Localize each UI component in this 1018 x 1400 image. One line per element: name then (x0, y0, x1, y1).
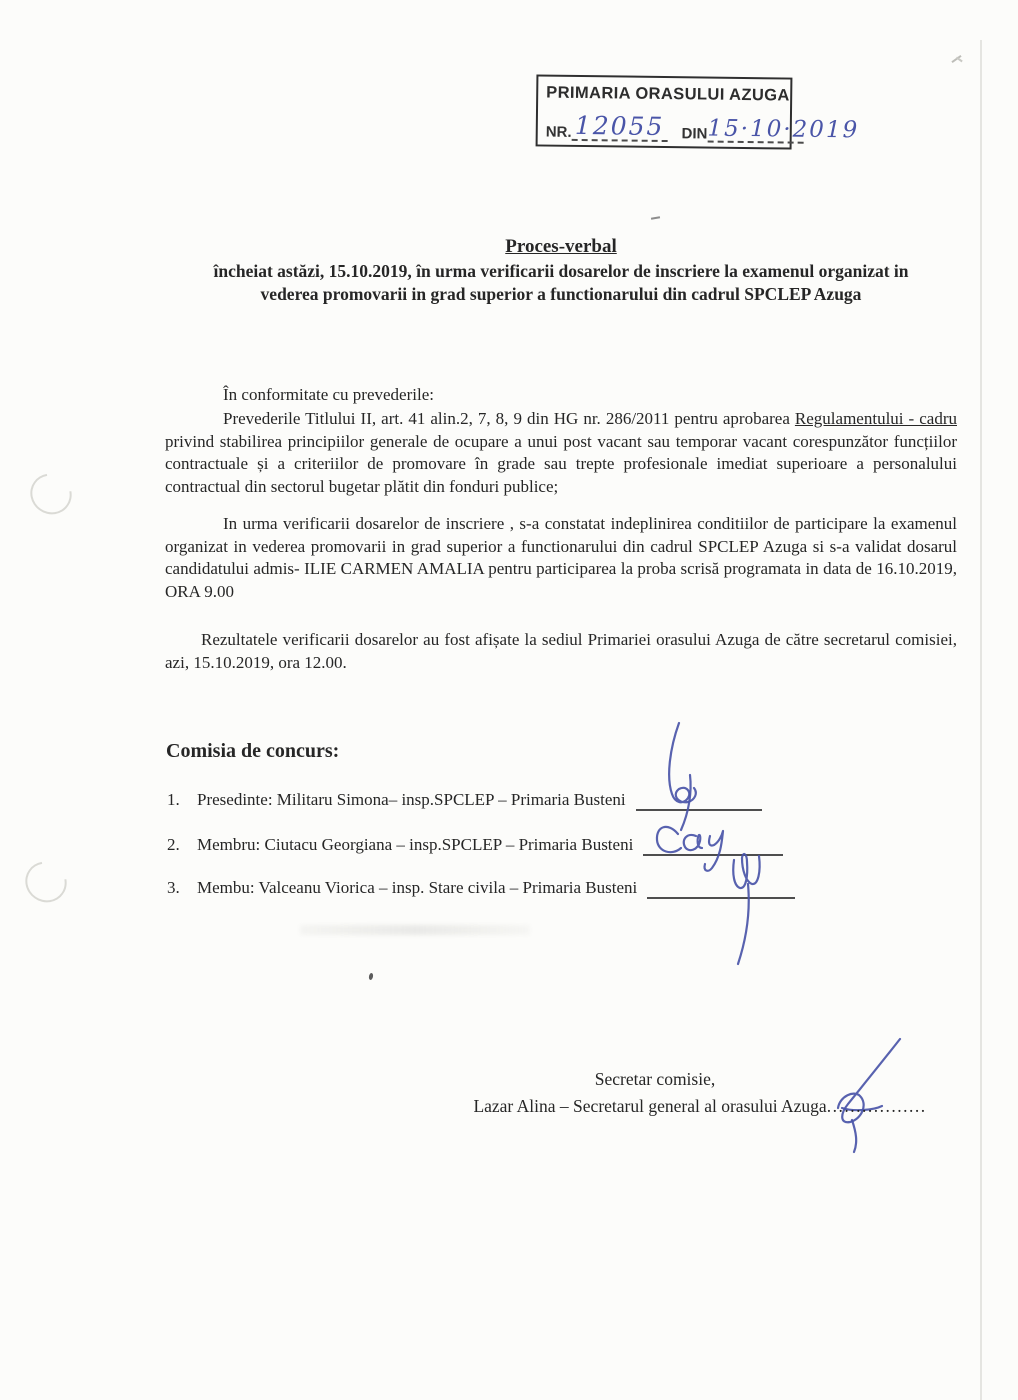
scan-artifact-ink-dot (368, 973, 373, 981)
registration-stamp (536, 74, 860, 149)
stamp-organization: PRIMARIA ORASULUI AZUGA (546, 83, 790, 105)
document-subtitle-line1: încheiat astăzi, 15.10.2019, în urma verificarii dosarelor de inscriere la examenul organizat in (213, 261, 909, 281)
scan-artifact-page-edge (980, 40, 982, 1400)
member2-signature-ink (704, 846, 794, 978)
commission-member-text: Presedinte: Militaru Simona– insp.SPCLEP – Primaria Busteni (197, 790, 626, 809)
president-signature-ink (628, 720, 738, 834)
commission-heading: Comisia de concurs: (166, 740, 340, 762)
scan-artifact-binder-mark (17, 854, 74, 911)
commission-member-text: Membru: Ciutacu Georgiana – insp.SPCLEP – Primaria Busteni (197, 835, 634, 854)
dotted-signature-line: ................. (826, 1096, 927, 1116)
list-number: 2. (167, 835, 180, 854)
scan-artifact-corner-mark (951, 55, 961, 63)
paragraph-conformity-intro: În conformitate cu prevederile: (223, 385, 434, 404)
signature-line (647, 877, 795, 899)
signature-line (643, 834, 783, 856)
commission-member-row (167, 789, 762, 811)
secretary-role: Secretar comisie, (594, 1069, 716, 1089)
stamp-nr-label: NR. (545, 123, 572, 141)
commission-member-row (167, 877, 795, 899)
document-subtitle-line2: vederea promovarii in grad superior a functionarului din cadrul SPCLEP Azuga (260, 284, 862, 304)
list-number: 3. (167, 878, 180, 897)
paragraph-legal-basis (165, 408, 957, 498)
commission-member-row (167, 834, 783, 856)
legal-basis-text-continued: privind stabilirea principiilor generale de ocupare a unui post vacant sau temporar vacant corespunzător funcțiilor contractuale și a criteriilor de promovare în grade sau trepte profesionale imediat superioare a personalului contractual din sectorul bugetar plătit din fonduri publice; (165, 431, 957, 496)
secretary-name: Lazar Alina – Secretarul general al orasului Azuga (473, 1096, 827, 1116)
paragraph-verification-result: In urma verificarii dosarelor de inscriere , s-a constatat indeplinirea conditiilor de participare la examenul organizat in vederea promovarii in grad superior a functionarului din cadrul SPCLEP Azuga si s-a validat dosarul candidatului admis- ILIE CARMEN AMALIA pentru participarea la proba scrisă programata in data de 16.10.2019, ORA 9.00 (165, 514, 957, 601)
stamp-date-handwritten-value: 15·10·2019 (707, 115, 860, 144)
scan-artifact-binder-mark (22, 466, 79, 523)
commission-member-text: Membu: Valceanu Viorica – insp. Stare civila – Primaria Busteni (197, 878, 638, 897)
title-block (165, 236, 957, 306)
secretary-block (420, 1066, 980, 1120)
document-title: Proces-verbal (505, 236, 617, 257)
legal-basis-underlined-reference: Regulamentului - cadru (794, 409, 957, 428)
scan-artifact-smudge (300, 925, 530, 935)
list-number: 1. (167, 790, 180, 809)
paragraph-results-posting: Rezultatele verificarii dosarelor au fost afișate la sediul Primariei orasului Azuga de către secretarul comisiei, azi, 15.10.2019, ora 12.00. (165, 630, 957, 672)
stamp-din-label: DIN (681, 125, 708, 143)
legal-basis-text: Prevederile Titlului II, art. 41 alin.2, 7, 8, 9 din HG nr. 286/2011 pentru aprobarea (223, 409, 795, 428)
scan-artifact-stray-dash (651, 216, 660, 220)
signature-line (636, 789, 762, 811)
stamp-nr-handwritten-value: 12055 (574, 110, 665, 142)
